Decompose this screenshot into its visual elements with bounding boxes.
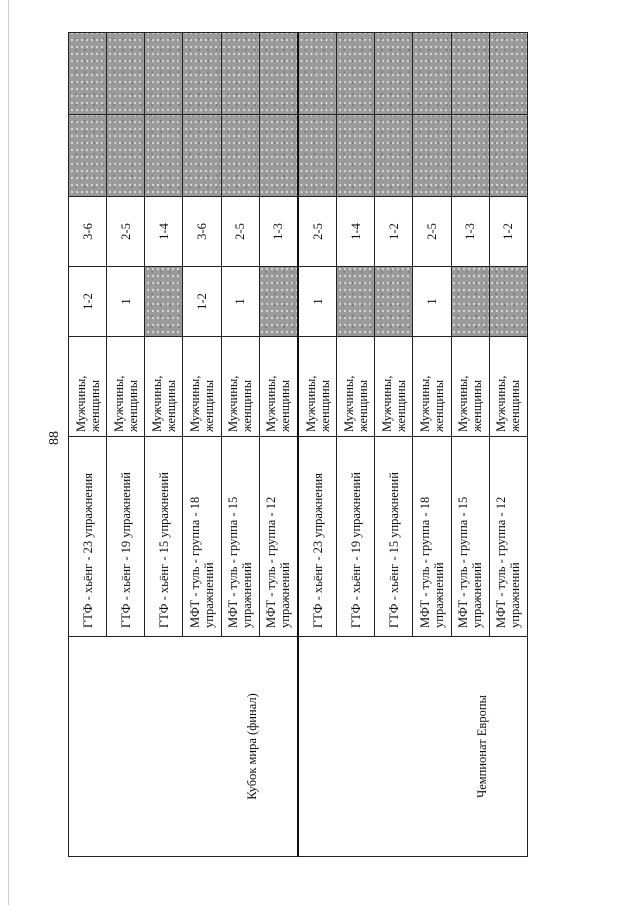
gender-cell: Мужчины, женщины bbox=[337, 337, 375, 437]
program-cell: МФТ - туль - группа - 15 упражнений bbox=[221, 437, 259, 637]
shaded-cell bbox=[221, 33, 259, 115]
program-cell: ГТФ - хьёнг - 19 упражнений bbox=[107, 437, 145, 637]
shaded-cell bbox=[375, 115, 413, 197]
table-row bbox=[69, 33, 107, 857]
program-cell: МФТ - туль - группа - 15 упражнений bbox=[451, 437, 489, 637]
shaded-cell bbox=[145, 33, 183, 115]
shaded-cell bbox=[298, 115, 337, 197]
shaded-cell bbox=[69, 33, 107, 115]
shaded-cell bbox=[413, 115, 451, 197]
shaded-cell bbox=[259, 115, 298, 197]
shaded-cell bbox=[69, 115, 107, 197]
places-cell: 3-6 bbox=[69, 197, 107, 267]
gender-cell: Мужчины, женщины bbox=[183, 337, 221, 437]
rank-cell: 1 bbox=[107, 267, 145, 337]
shaded-cell bbox=[183, 115, 221, 197]
shaded-cell bbox=[451, 115, 489, 197]
shaded-cell bbox=[337, 33, 375, 115]
document-table-frame bbox=[68, 33, 528, 857]
rank-cell: 1-2 bbox=[69, 267, 107, 337]
shaded-cell bbox=[489, 115, 527, 197]
rank-cell bbox=[489, 267, 527, 337]
gender-cell: Мужчины, женщины bbox=[489, 337, 527, 437]
shaded-cell bbox=[337, 115, 375, 197]
places-cell: 2-5 bbox=[413, 197, 451, 267]
program-cell: ГТФ - хьёнг - 23 упражнения bbox=[298, 437, 337, 637]
places-cell: 1-2 bbox=[489, 197, 527, 267]
places-cell: 2-5 bbox=[298, 197, 337, 267]
gender-cell: Мужчины, женщины bbox=[259, 337, 298, 437]
page-number: 88 bbox=[47, 431, 62, 445]
rank-cell bbox=[375, 267, 413, 337]
places-cell: 3-6 bbox=[183, 197, 221, 267]
shaded-cell bbox=[375, 33, 413, 115]
rank-cell: 1 bbox=[221, 267, 259, 337]
shaded-cell bbox=[259, 33, 298, 115]
rotated-table-container bbox=[68, 33, 528, 857]
program-cell: МФТ - туль - группа - 18 упражнений bbox=[183, 437, 221, 637]
shaded-cell bbox=[145, 115, 183, 197]
program-cell: МФТ - туль - группа - 18 упражнений bbox=[413, 437, 451, 637]
program-cell: МФТ - туль - группа - 12 упражнений bbox=[489, 437, 527, 637]
shaded-cell bbox=[107, 115, 145, 197]
gender-cell: Мужчины, женщины bbox=[107, 337, 145, 437]
rank-cell bbox=[337, 267, 375, 337]
program-cell: ГТФ - хьёнг - 23 упражнения bbox=[69, 437, 107, 637]
program-cell: ГТФ - хьёнг - 15 упражнений bbox=[375, 437, 413, 637]
rank-cell: 1-2 bbox=[183, 267, 221, 337]
places-cell: 2-5 bbox=[221, 197, 259, 267]
rank-cell bbox=[145, 267, 183, 337]
rank-cell bbox=[451, 267, 489, 337]
competition-name-cell: Чемпионат Европы bbox=[298, 637, 528, 857]
places-cell: 2-5 bbox=[107, 197, 145, 267]
table-row bbox=[298, 33, 337, 857]
norms-table bbox=[68, 32, 528, 857]
shaded-cell bbox=[489, 33, 527, 115]
gender-cell: Мужчины, женщины bbox=[145, 337, 183, 437]
shaded-cell bbox=[413, 33, 451, 115]
rank-cell bbox=[259, 267, 298, 337]
program-cell: ГТФ - хьёнг - 19 упражнений bbox=[337, 437, 375, 637]
places-cell: 1-2 bbox=[375, 197, 413, 267]
places-cell: 1-3 bbox=[451, 197, 489, 267]
program-cell: МФТ - туль - группа - 12 упражнений bbox=[259, 437, 298, 637]
places-cell: 1-3 bbox=[259, 197, 298, 267]
gender-cell: Мужчины, женщины bbox=[221, 337, 259, 437]
competition-name-cell: Кубок мира (финал) bbox=[69, 637, 298, 857]
gender-cell: Мужчины, женщины bbox=[413, 337, 451, 437]
shaded-cell bbox=[221, 115, 259, 197]
rank-cell: 1 bbox=[298, 267, 337, 337]
shaded-cell bbox=[451, 33, 489, 115]
shaded-cell bbox=[298, 33, 337, 115]
gender-cell: Мужчины, женщины bbox=[298, 337, 337, 437]
shaded-cell bbox=[107, 33, 145, 115]
places-cell: 1-4 bbox=[145, 197, 183, 267]
gender-cell: Мужчины, женщины bbox=[69, 337, 107, 437]
rank-cell: 1 bbox=[413, 267, 451, 337]
program-cell: ГТФ - хьёнг - 15 упражнений bbox=[145, 437, 183, 637]
places-cell: 1-4 bbox=[337, 197, 375, 267]
shaded-cell bbox=[183, 33, 221, 115]
page-edge bbox=[8, 0, 9, 905]
gender-cell: Мужчины, женщины bbox=[451, 337, 489, 437]
gender-cell: Мужчины, женщины bbox=[375, 337, 413, 437]
